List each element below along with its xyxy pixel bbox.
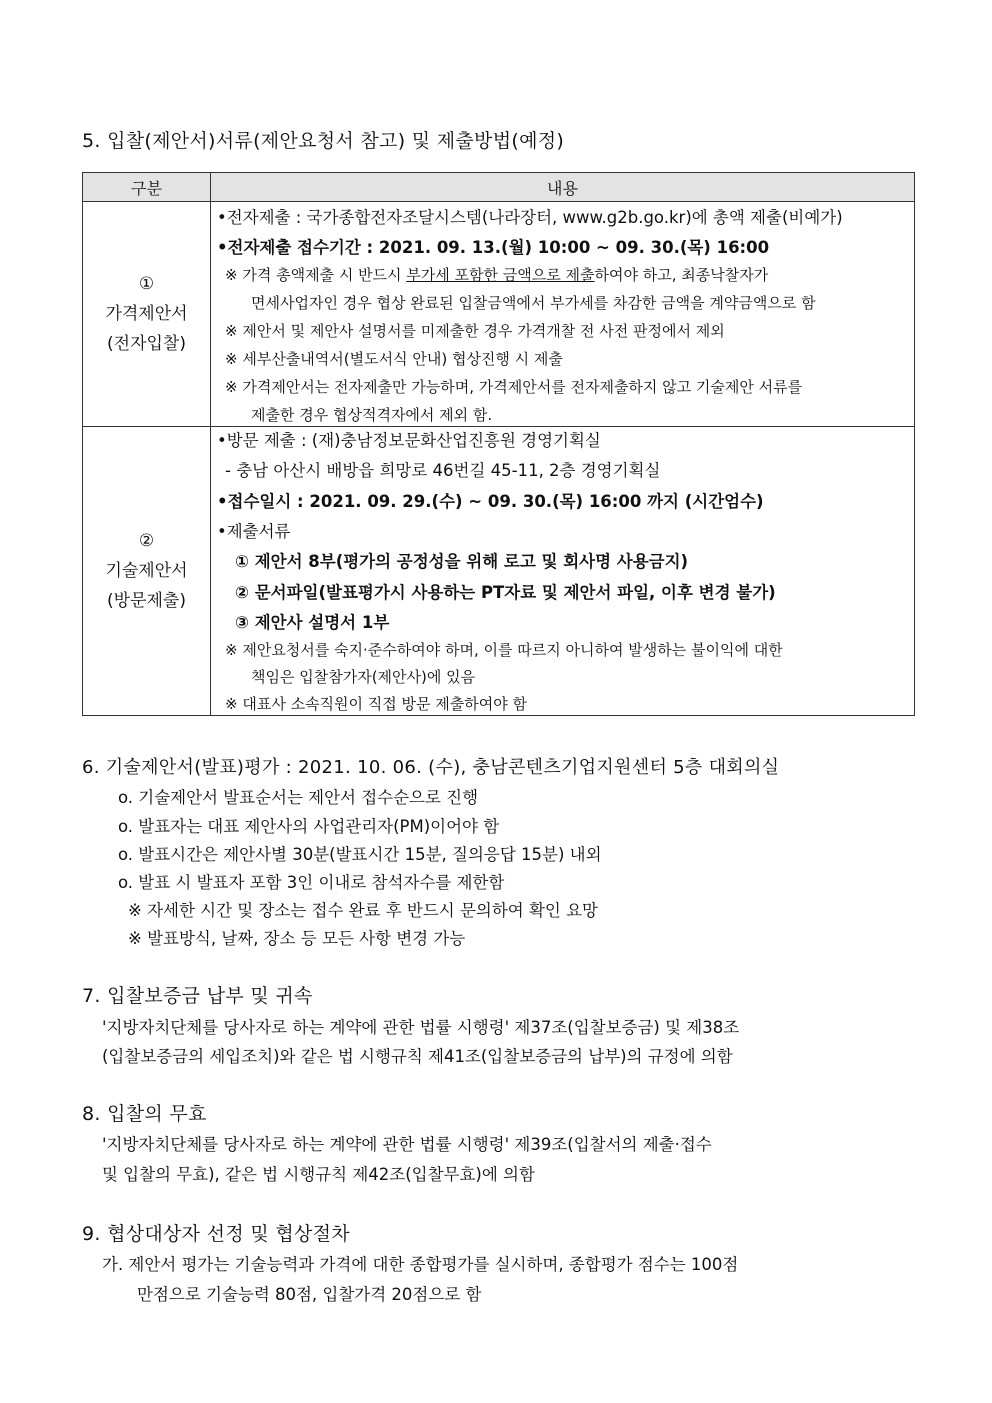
- row2-category: [83, 427, 211, 716]
- row2-name: 기술제안서: [105, 561, 188, 581]
- table-row: [83, 202, 915, 427]
- row1-sub: (전자입찰): [107, 334, 186, 354]
- row1-line7: ※ 가격제안서는 전자제출만 가능하며, 가격제안서를 전자제출하지 않고 기술제안 서류를: [225, 378, 803, 396]
- row2-line5: ① 제안서 8부(평가의 공정성을 위해 로고 및 회사명 사용금지): [235, 552, 689, 571]
- s8-line-1: '지방자치단체를 당사자로 하는 계약에 관한 법률 시행령' 제39조(입찰서의 제출·접수: [102, 1135, 712, 1154]
- row1-number: ①: [138, 274, 155, 294]
- row2-line6: ② 문서파일(발표평가시 사용하는 PT자료 및 제안서 파일, 이후 변경 불가): [235, 583, 776, 602]
- row2-line10: ※ 대표사 소속직원이 직접 방문 제출하여야 함: [225, 695, 527, 713]
- s6-item-3: o. 발표시간은 제안사별 30분(발표시간 15분, 질의응답 15분) 내외: [118, 845, 602, 864]
- row1-name: 가격제안서: [105, 304, 188, 324]
- row1-line6: ※ 세부산출내역서(별도서식 안내) 협상진행 시 제출: [225, 350, 563, 368]
- row2-line4: •제출서류: [217, 522, 291, 541]
- s9-line-1: 가. 제안서 평가는 기술능력과 가격에 대한 종합평가를 실시하며, 종합평가 점수는 100점: [102, 1255, 739, 1274]
- s6-note-1: ※ 자세한 시간 및 장소는 접수 완료 후 반드시 문의하여 확인 요망: [128, 901, 598, 920]
- row2-sub: (방문제출): [107, 591, 186, 611]
- row2-line1: •방문 제출 : (재)충남정보문화산업진흥원 경영기획실: [217, 431, 601, 450]
- row2-line7: ③ 제안사 설명서 1부: [235, 613, 390, 632]
- row2-line8: ※ 제안요청서를 숙지·준수하여야 하며, 이를 따르지 아니하여 발생하는 불이익에 대한: [225, 641, 783, 659]
- section-8-title: 8. 입찰의 무효: [82, 1103, 207, 1125]
- row2-line3: •접수일시 : 2021. 09. 29.(수) ~ 09. 30.(목) 16:00 까지 (시간엄수): [217, 492, 764, 511]
- section-7-title: 7. 입찰보증금 납부 및 귀속: [82, 985, 313, 1007]
- row1-category: [83, 202, 211, 427]
- s6-item-2: o. 발표자는 대표 제안사의 사업관리자(PM)이어야 함: [118, 817, 500, 836]
- section-9-title: 9. 협상대상자 선정 및 협상절차: [82, 1223, 350, 1245]
- row1-line3-a: ※ 가격 총액제출 시 반드시: [225, 266, 407, 284]
- s8-line-2: 및 입찰의 무효), 같은 법 시행규칙 제42조(입찰무효)에 의함: [102, 1165, 535, 1184]
- s7-line-1: '지방자치단체를 당사자로 하는 계약에 관한 법률 시행령' 제37조(입찰보증금) 및 제38조: [102, 1018, 740, 1037]
- row1-line4: 면세사업자인 경우 협상 완료된 입찰금액에서 부가세를 차감한 금액을 계약금액으로 함: [251, 294, 816, 312]
- table-row: [83, 427, 915, 716]
- s7-line-2: (입찰보증금의 세입조치)와 같은 법 시행규칙 제41조(입찰보증금의 납부)의 규정에 의함: [102, 1047, 733, 1066]
- row1-line2: •전자제출 접수기간 : 2021. 09. 13.(월) 10:00 ~ 09. 30.(목) 16:00: [217, 238, 770, 257]
- row1-line3: [225, 264, 768, 285]
- s6-item-4: o. 발표 시 발표자 포함 3인 이내로 참석자수를 제한함: [118, 873, 505, 892]
- row2-content: [211, 427, 915, 716]
- s9-line-2: 만점으로 기술능력 80점, 입찰가격 20점으로 함: [137, 1285, 482, 1304]
- row1-content: [211, 202, 915, 427]
- row1-line5: ※ 제안서 및 제안사 설명서를 미제출한 경우 가격개찰 전 사전 판정에서 제외: [225, 322, 725, 340]
- s6-item-1: o. 기술제안서 발표순서는 제안서 접수순으로 진행: [118, 788, 479, 807]
- row2-line9: 책임은 입찰참가자(제안사)에 있음: [251, 668, 476, 686]
- row1-line3-b: 하여야 하고, 최종낙찰자가: [594, 266, 769, 284]
- section-6-title: 6. 기술제안서(발표)평가 : 2021. 10. 06. (수), 충남콘텐츠기업지원센터 5층 대회의실: [82, 757, 780, 778]
- row1-line1: •전자제출 : 국가종합전자조달시스템(나라장터, www.g2b.go.kr)에 총액 제출(비예가): [217, 208, 843, 227]
- s6-note-2: ※ 발표방식, 날짜, 장소 등 모든 사항 변경 가능: [128, 929, 466, 948]
- section-5-title: 5. 입찰(제안서)서류(제안요청서 참고) 및 제출방법(예정): [82, 130, 565, 152]
- row1-line3-underlined: 부가세 포함한 금액으로 제출: [406, 266, 595, 284]
- submission-table: [82, 172, 915, 716]
- row2-line2: - 충남 아산시 배방읍 희망로 46번길 45-11, 2층 경영기획실: [225, 461, 661, 480]
- row2-number: ②: [138, 531, 155, 551]
- header-category: 구분: [83, 173, 211, 202]
- row1-line8: 제출한 경우 협상적격자에서 제외 함.: [251, 406, 493, 424]
- header-content: 내용: [211, 173, 915, 202]
- table-header-row: [83, 173, 915, 202]
